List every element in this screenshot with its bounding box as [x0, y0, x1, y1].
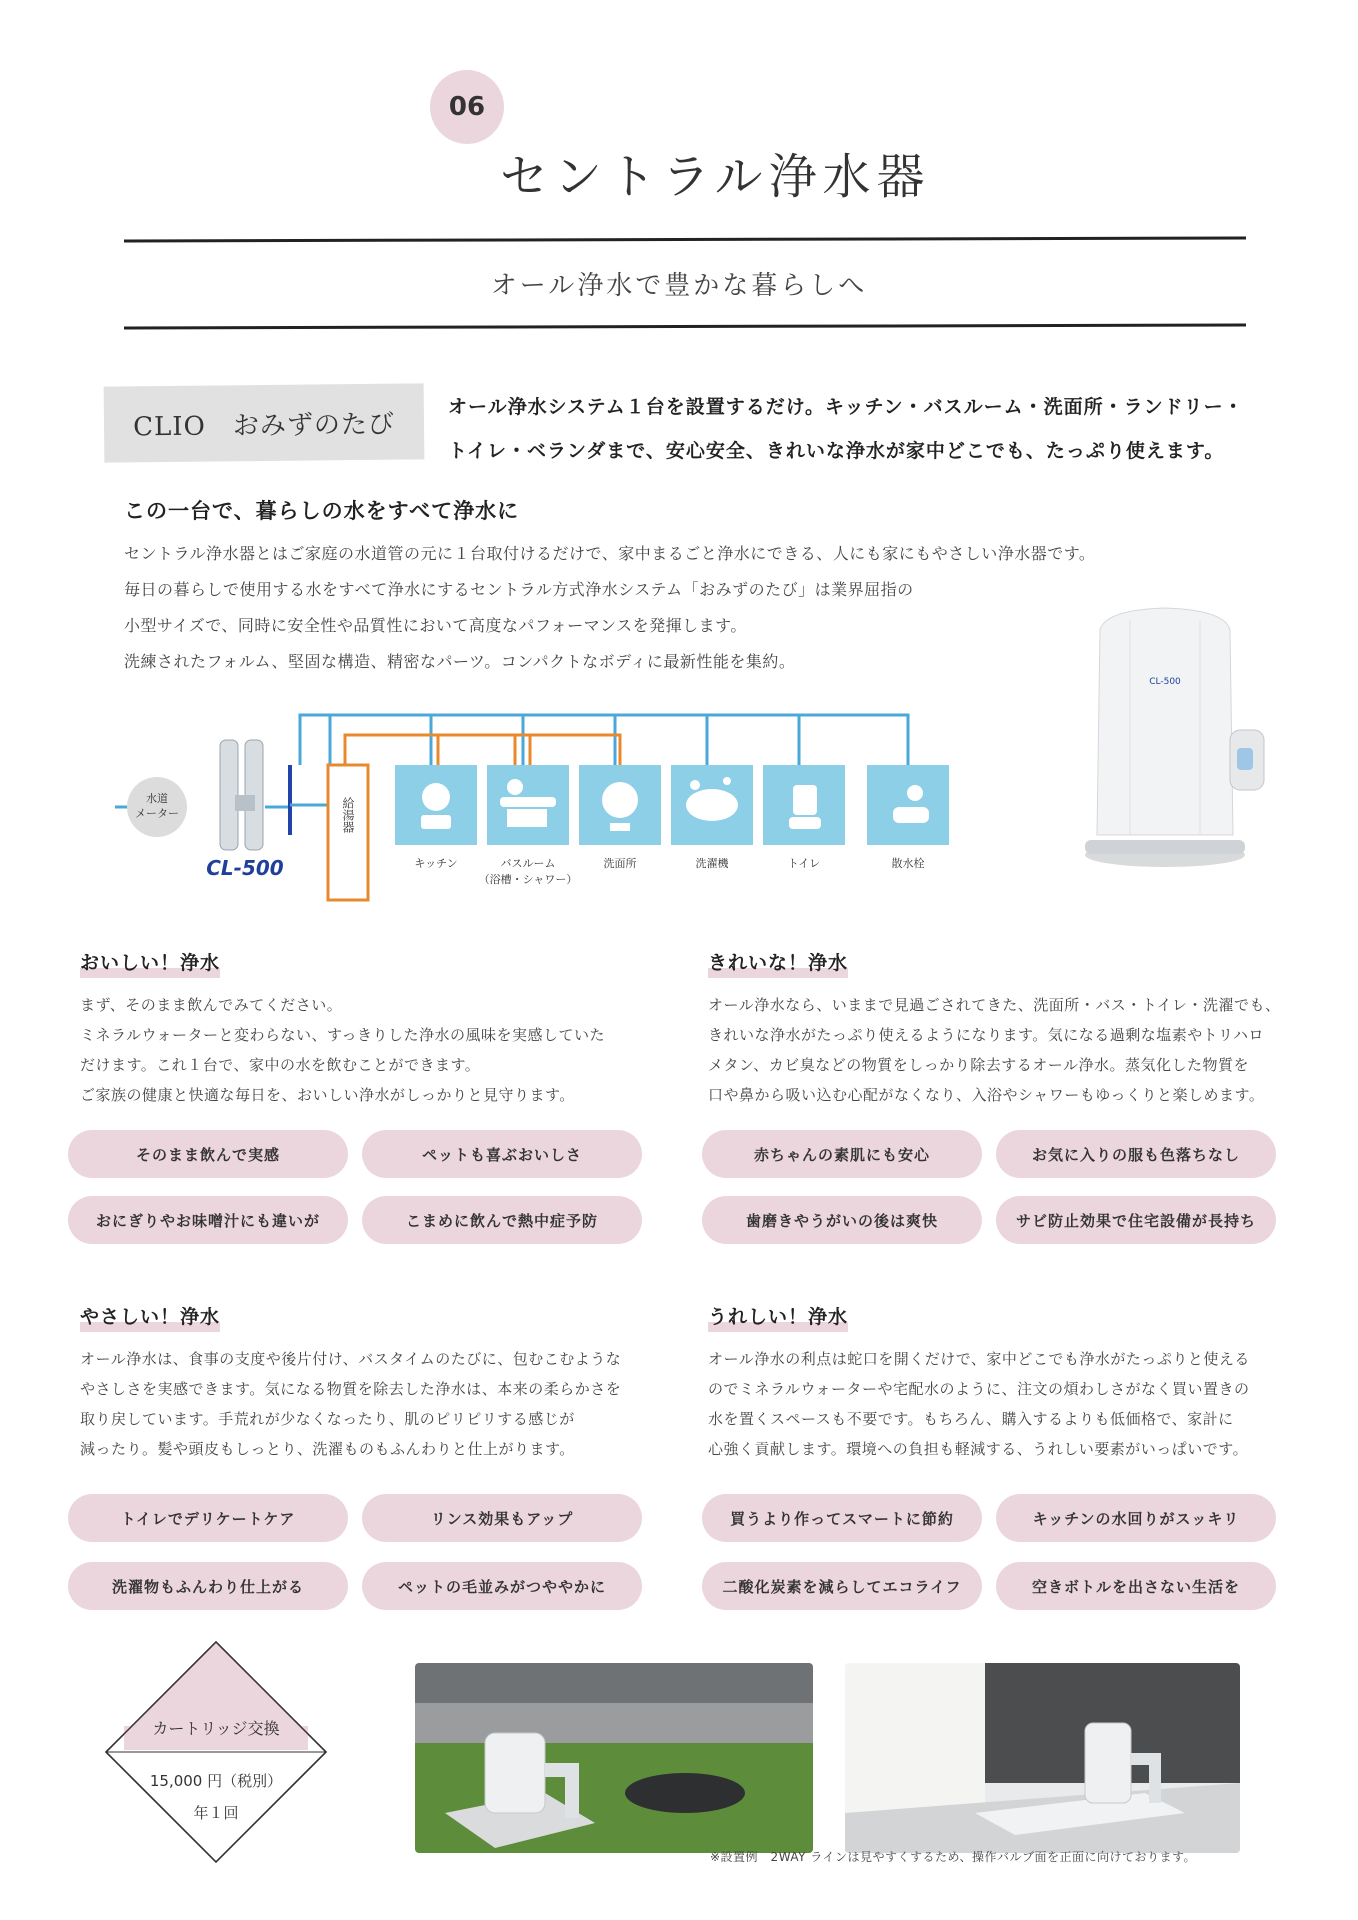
outlet-sublabel: （浴槽・シャワー）: [478, 873, 578, 886]
cartridge-frequency: 年１回: [193, 1804, 239, 1822]
product-image: [1075, 600, 1265, 870]
feature-text: [80, 990, 605, 1110]
benefit-pill: リンス効果もアップ: [362, 1494, 642, 1542]
feature-line: オール浄水の利点は蛇口を開くだけで、家中どこでも浄水がたっぷりと使える: [708, 1350, 1250, 1368]
feature-line: やさしさを実感できます。気になる物質を除去した浄水は、本来の柔らかさを: [80, 1380, 622, 1398]
installation-photo-wall: [845, 1663, 1240, 1853]
benefit-pill: お気に入りの服も色落ちなし: [996, 1130, 1276, 1178]
benefit-pill: サビ防止効果で住宅設備が長持ち: [996, 1196, 1276, 1244]
overview-line: 洗練されたフォルム、堅固な構造、精密なパーツ。コンパクトなボディに最新性能を集約。: [124, 652, 796, 671]
feature-title: おいしい！浄水: [80, 952, 220, 978]
feature-block-kirei: [708, 948, 848, 975]
model-logo: CL-500: [206, 856, 284, 880]
benefit-pill: 赤ちゃんの素肌にも安心: [702, 1130, 982, 1178]
section-number-badge: [430, 70, 504, 144]
outlet-label: 洗面所: [603, 857, 637, 870]
outlet-label: トイレ: [787, 857, 821, 870]
benefit-pill: 洗濯物もふんわり仕上がる: [68, 1562, 348, 1610]
feature-block-yasashii: [80, 1302, 220, 1329]
overview-line: セントラル浄水器とはご家庭の水道管の元に１台取付けるだけで、家中まるごと浄水にできる、人にも家にもやさしい浄水器です。: [124, 544, 1096, 563]
outlet-label: 散水栓: [891, 857, 925, 870]
benefit-pill: トイレでデリケートケア: [68, 1494, 348, 1542]
benefit-pill: 二酸化炭素を減らしてエコライフ: [702, 1562, 982, 1610]
benefit-pill: こまめに飲んで熱中症予防: [362, 1196, 642, 1244]
piping-diagram: [115, 705, 985, 905]
overview-line: 毎日の暮らしで使用する水をすべて浄水にするセントラル方式浄水システム「おみずのたび」は業界屈指の: [124, 580, 914, 599]
benefit-pill: 歯磨きやうがいの後は爽快: [702, 1196, 982, 1244]
feature-block-ureshii: [708, 1302, 848, 1329]
cartridge-title: カートリッジ交換: [152, 1719, 280, 1738]
heater-label: 給湯器: [341, 797, 355, 833]
photo-caption: ※設置例 2WAY ラインは見やすくするため、操作バルブ面を正面に向けております。: [710, 1850, 1197, 1864]
feature-line: 減ったり。髪や頭皮もしっとり、洗濯ものもふんわりと仕上がります。: [80, 1440, 575, 1458]
installation-photo-garden: [415, 1663, 813, 1853]
outlet-label: キッチン: [414, 857, 458, 870]
feature-block-oishii: [80, 948, 220, 975]
feature-text: [80, 1344, 621, 1464]
outlet-label: 洗濯機: [695, 857, 729, 870]
feature-line: 口や鼻から吸い込む心配がなくなり、入浴やシャワーもゆっくりと楽しめます。: [708, 1086, 1265, 1104]
feature-line: メタン、カビ臭などの物質をしっかり除去するオール浄水。蒸気化した物質を: [708, 1056, 1250, 1074]
cartridge-price: 15,000 円（税別）: [149, 1772, 283, 1790]
benefit-pill: おにぎりやお味噌汁にも違いが: [68, 1196, 348, 1244]
feature-line: 水を置くスペースも不要です。もちろん、購入するよりも低価格で、家計に: [708, 1410, 1234, 1428]
feature-title: やさしい！浄水: [80, 1306, 220, 1332]
feature-line: オール浄水なら、いままで見過ごされてきた、洗面所・バス・トイレ・洗濯でも、: [708, 996, 1281, 1014]
bottom-rule: [124, 324, 1246, 330]
benefit-pill: 買うより作ってスマートに節約: [702, 1494, 982, 1542]
feature-title: きれいな！浄水: [708, 952, 848, 978]
feature-line: ミネラルウォーターと変わらない、すっきりした浄水の風味を実感していた: [80, 1026, 606, 1044]
brand-label: CLIO おみずのたび: [133, 409, 396, 442]
meter-label: メーター: [135, 807, 179, 820]
brand-label-box: [104, 383, 425, 462]
cartridge-diamond: [104, 1640, 328, 1864]
page-title: セントラル浄水器: [500, 149, 931, 205]
top-rule: [124, 237, 1246, 243]
section-number: 06: [448, 92, 486, 122]
feature-title: うれしい！浄水: [708, 1306, 848, 1332]
benefit-pill: キッチンの水回りがスッキリ: [996, 1494, 1276, 1542]
meter-label: 水道: [146, 792, 168, 805]
intro-line: トイレ・ベランダまで、安心安全、きれいな浄水が家中どこでも、たっぷり使えます。: [448, 440, 1225, 462]
overview-heading: この一台で、暮らしの水をすべて浄水に: [124, 499, 520, 523]
feature-line: 心強く貢献します。環境への負担も軽減する、うれしい要素がいっぱいです。: [708, 1440, 1249, 1458]
intro-line: オール浄水システム１台を設置するだけ。キッチン・バスルーム・洗面所・ランドリー・: [448, 396, 1244, 418]
benefit-pill: ペットの毛並みがつややかに: [362, 1562, 642, 1610]
feature-line: ご家族の健康と快適な毎日を、おいしい浄水がしっかりと見守ります。: [80, 1086, 575, 1104]
benefit-pill: そのまま飲んで実感: [68, 1130, 348, 1178]
benefit-pill: 空きボトルを出さない生活を: [996, 1562, 1276, 1610]
benefit-pill: ペットも喜ぶおいしさ: [362, 1130, 642, 1178]
outlet-label: バスルーム: [500, 857, 556, 870]
feature-line: オール浄水は、食事の支度や後片付け、バスタイムのたびに、包むこむような: [80, 1350, 622, 1368]
page-subtitle: オール浄水で豊かな暮らしへ: [490, 271, 868, 301]
feature-line: だけます。これ１台で、家中の水を飲むことができます。: [80, 1056, 481, 1074]
feature-text: [708, 1344, 1250, 1464]
cold-water-pipe: [300, 715, 908, 765]
feature-line: きれいな浄水がたっぷり使えるようになります。気になる過剰な塩素やトリハロ: [708, 1026, 1265, 1044]
overview-line: 小型サイズで、同時に安全性や品質性において高度なパフォーマンスを発揮します。: [124, 616, 747, 635]
feature-text: [708, 990, 1280, 1110]
outlet-tile-garden: [867, 765, 949, 845]
feature-line: まず、そのまま飲んでみてください。: [80, 996, 343, 1014]
feature-line: 取り戻しています。手荒れが少なくなったり、肌のピリピリする感じが: [80, 1410, 575, 1428]
feature-line: のでミネラルウォーターや宅配水のように、注文の煩わしさがなく買い置きの: [708, 1380, 1250, 1398]
hot-water-pipe: [345, 735, 620, 765]
product-model-label: CL-500: [1149, 677, 1181, 687]
intro-text: [448, 385, 1308, 473]
